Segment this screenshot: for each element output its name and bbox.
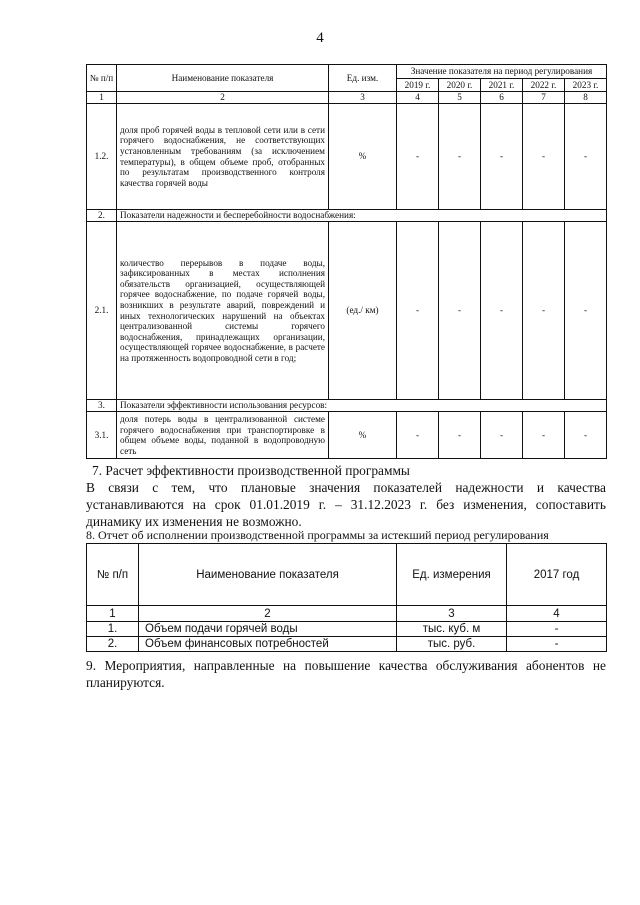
column-index: 6 [481, 92, 523, 104]
report-row-value: - [507, 622, 607, 637]
row-value: - [481, 412, 523, 459]
row-name: доля потерь воды в централизованной системе горячего водоснабжения при транспортировке в общем объеме воды, поданной в водопроводную сеть [117, 412, 329, 459]
report-header: 2017 год [507, 544, 607, 606]
header-period: Значение показателя на период регулирования [397, 65, 607, 79]
row-value: - [481, 104, 523, 210]
row-value: - [439, 412, 481, 459]
section-9-text: 9. Мероприятия, направленные на повышение качества обслуживания абонентов не планируются. [86, 658, 606, 691]
report-column-index: 3 [397, 606, 507, 622]
section-num: 3. [87, 400, 117, 412]
table-row [87, 222, 607, 400]
row-name: количество перерывов в подаче воды, зафиксированных в местах исполнения обязательств организацией, осуществляющей горячее водоснабжение, по подаче горячей воды, возникших в результате аварий, повреждений и иных технологических нарушений на объектах централизованной системы горячего водоснабжения, принадлежащих организации, осуществляющей горячее водоснабжение, в расчете на протяженность водопроводной сети в год; [117, 222, 329, 400]
column-index: 4 [397, 92, 439, 104]
header-num: № п/п [87, 65, 117, 92]
indicators-table [86, 64, 607, 459]
row-unit: (ед./ км) [329, 222, 397, 400]
row-value: - [523, 412, 565, 459]
report-row-num: 1. [87, 622, 139, 637]
section-row [87, 210, 607, 222]
report-row [87, 622, 607, 637]
row-value: - [523, 222, 565, 400]
column-index: 5 [439, 92, 481, 104]
header-year: 2019 г. [397, 79, 439, 92]
report-column-index: 1 [87, 606, 139, 622]
report-header: Ед. измерения [397, 544, 507, 606]
row-num: 1.2. [87, 104, 117, 210]
column-index: 1 [87, 92, 117, 104]
column-index: 3 [329, 92, 397, 104]
row-value: - [523, 104, 565, 210]
row-value: - [439, 104, 481, 210]
header-year: 2021 г. [481, 79, 523, 92]
row-unit: % [329, 104, 397, 210]
table-row [87, 104, 607, 210]
report-column-index: 2 [139, 606, 397, 622]
section-8-heading: 8. Отчет об исполнении производственной программы за истекший период регулирования [86, 528, 549, 542]
row-value: - [439, 222, 481, 400]
section-7-text: В связи с тем, что плановые значения показателей надежности и качества устанавливаются на срок 01.01.2019 г. – 31.12.2023 г. без изменения, сопоставить динамику их изменения не возможно. [86, 480, 606, 530]
section-title: Показатели надежности и бесперебойности водоснабжения: [117, 210, 607, 222]
header-name: Наименование показателя [117, 65, 329, 92]
row-value: - [565, 222, 607, 400]
header-year: 2022 г. [523, 79, 565, 92]
header-unit: Ед. изм. [329, 65, 397, 92]
section-num: 2. [87, 210, 117, 222]
column-index: 8 [565, 92, 607, 104]
report-row [87, 637, 607, 652]
column-index: 2 [117, 92, 329, 104]
row-unit: % [329, 412, 397, 459]
report-header: № п/п [87, 544, 139, 606]
report-row-name: Объем подачи горячей воды [139, 622, 397, 637]
header-year: 2023 г. [565, 79, 607, 92]
header-year: 2020 г. [439, 79, 481, 92]
row-value: - [397, 104, 439, 210]
row-name: доля проб горячей воды в тепловой сети или в сети горячего водоснабжения, не соответствующих установленным требованиям (за исключением температуры), в общем объеме проб, отобранных по результатам производственного контроля качества горячей воды [117, 104, 329, 210]
table-row [87, 412, 607, 459]
report-row-unit: тыс. руб. [397, 637, 507, 652]
row-num: 2.1. [87, 222, 117, 400]
row-value: - [397, 222, 439, 400]
report-header: Наименование показателя [139, 544, 397, 606]
row-value: - [481, 222, 523, 400]
report-row-unit: тыс. куб. м [397, 622, 507, 637]
report-row-name: Объем финансовых потребностей [139, 637, 397, 652]
row-value: - [397, 412, 439, 459]
section-row [87, 400, 607, 412]
row-value: - [565, 104, 607, 210]
row-num: 3.1. [87, 412, 117, 459]
report-column-index: 4 [507, 606, 607, 622]
report-row-num: 2. [87, 637, 139, 652]
report-table [86, 543, 607, 652]
column-index: 7 [523, 92, 565, 104]
row-value: - [565, 412, 607, 459]
report-row-value: - [507, 637, 607, 652]
page-number: 4 [316, 30, 324, 46]
section-7-heading: 7. Расчет эффективности производственной программы [92, 463, 410, 478]
section-title: Показатели эффективности использования ресурсов: [117, 400, 607, 412]
